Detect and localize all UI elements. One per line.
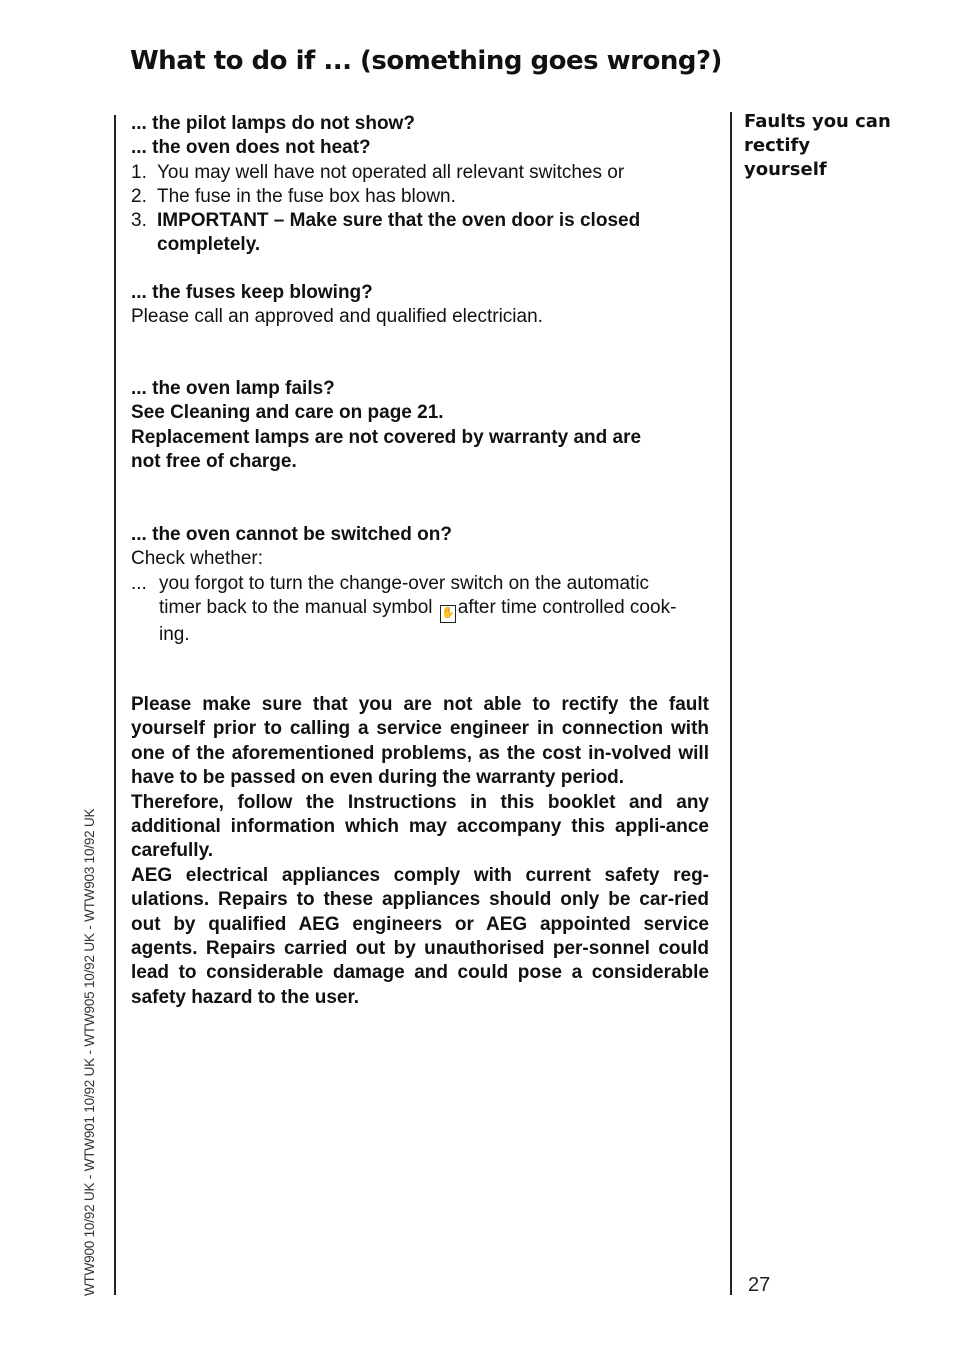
service-notice <box>131 693 709 1010</box>
notice-paragraph: Therefore, follow the Instructions in this booklet and any additional information which may accompany this appli-ance carefully. <box>131 791 709 862</box>
warranty-note-line1: Replacement lamps are not covered by warranty and are <box>131 426 642 448</box>
section-switch-on <box>131 523 711 647</box>
list-number: 3. <box>131 210 147 232</box>
check-text-part: timer back to the manual symbol <box>159 596 433 618</box>
question-fuses: ... the fuses keep blowing? <box>131 282 373 303</box>
list-text: You may well have not operated all relevant switches or <box>157 161 625 183</box>
answer-fuses: Please call an approved and qualified electrician. <box>131 306 543 328</box>
page-number: 27 <box>748 1274 771 1296</box>
list-number: 2. <box>131 185 147 207</box>
right-margin-rule <box>730 112 732 1295</box>
question-oven-heat: ... the oven does not heat? <box>131 137 371 159</box>
section-pilot-lamps <box>131 112 711 258</box>
document-reference-code: WTW900 10/92 UK - WTW901 10/92 UK - WTW905 10/92 UK - WTW903 10/92 UK <box>82 808 97 1296</box>
check-text: you forgot to turn the change-over switch on the automatic <box>159 572 650 594</box>
check-text-end: ing. <box>159 623 190 645</box>
list-text-continued: completely. <box>157 234 261 256</box>
section-fuses <box>131 281 711 330</box>
warranty-note-line2: not free of charge. <box>131 450 297 472</box>
manual-symbol-icon: ✋ <box>440 605 456 623</box>
side-note-heading: Faults you can rectify yourself <box>744 111 891 180</box>
question-switch-on: ... the oven cannot be switched on? <box>131 524 452 545</box>
section-oven-lamp <box>131 377 711 474</box>
check-text-continued <box>131 596 711 623</box>
check-text-part: after time controlled cook- <box>457 596 677 618</box>
reference-cleaning: See Cleaning and care on page 21. <box>131 402 444 424</box>
list-item <box>131 161 711 185</box>
list-item <box>131 209 711 233</box>
list-text: The fuse in the fuse box has blown. <box>157 185 456 207</box>
left-margin-rule <box>114 115 116 1295</box>
question-oven-lamp: ... the oven lamp fails? <box>131 378 335 399</box>
check-whether: Check whether: <box>131 548 264 570</box>
list-number: 1. <box>131 161 147 183</box>
list-text-important: IMPORTANT – Make sure that the oven door is closed <box>157 210 641 232</box>
page-title: What to do if ... (something goes wrong?) <box>130 46 722 76</box>
list-item <box>131 185 711 209</box>
question-pilot-lamps: ... the pilot lamps do not show? <box>131 113 415 134</box>
ellipsis: ... <box>131 572 147 594</box>
notice-paragraph: Please make sure that you are not able to rectify the fault yourself prior to calling a service engineer in connection with one of the aforementioned problems, as the cost in-volved will have to be passed on even during the warranty period. <box>131 694 709 789</box>
notice-paragraph: AEG electrical appliances comply with current safety reg-ulations. Repairs to these appliances should only be car-ried out by qualified AEG engineers or AEG appointed service agents. Repairs carried out by unauthorised per-sonnel could lead to considerable damage and could pose a considerable safety hazard to the user. <box>131 864 709 1008</box>
check-item <box>131 572 711 596</box>
